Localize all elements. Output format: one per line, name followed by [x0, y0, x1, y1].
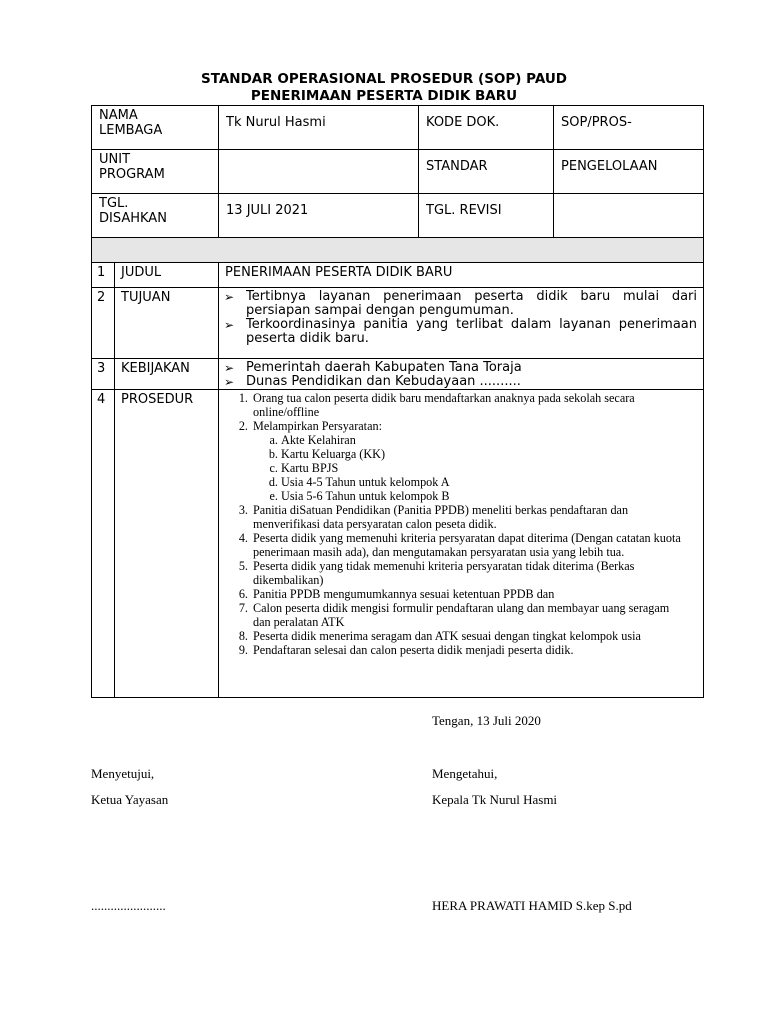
- list-item: ➢ Tertibnya layanan penerimaan peserta didik baru mulai dari persiapan sampai dengan pengumuman.: [219, 290, 697, 318]
- step-text: Melampirkan Persyaratan:: [253, 419, 382, 433]
- section-label-prosedur: PROSEDUR: [121, 392, 194, 407]
- list-item: e. Usia 5-6 Tahun untuk kelompok B: [281, 489, 689, 503]
- acknowledger-heading: Mengetahui,: [432, 766, 498, 781]
- label-standar: STANDAR: [426, 159, 488, 174]
- row-tujuan: [92, 288, 704, 359]
- section-label-kebijakan: KEBIJAKAN: [121, 361, 190, 376]
- row-number: 3: [97, 361, 106, 376]
- list-item: d. Usia 4-5 Tahun untuk kelompok A: [281, 475, 689, 489]
- requirements-list: [253, 433, 689, 503]
- label-nama-lembaga: NAMA LEMBAGA: [99, 108, 163, 138]
- value-nama-lembaga: Tk Nurul Hasmi: [226, 115, 326, 130]
- approver-name: .......................: [91, 898, 166, 913]
- value-unit-program: [219, 150, 418, 159]
- document-title: STANDAR OPERASIONAL PROSEDUR (SOP) PAUD: [200, 71, 568, 87]
- value-tgl-disahkan: 13 JULI 2021: [226, 203, 309, 218]
- section-label-judul: JUDUL: [121, 265, 162, 280]
- info-row-lembaga: [92, 106, 704, 150]
- approver-role: Ketua Yayasan: [91, 792, 169, 807]
- label-tgl-revisi: TGL. REVISI: [426, 203, 502, 218]
- section-label-tujuan: TUJUAN: [121, 290, 171, 305]
- row-number: 4: [97, 392, 106, 407]
- value-standar: PENGELOLAAN: [561, 159, 658, 174]
- info-row-unit: [92, 150, 704, 194]
- label-tgl-disahkan: TGL. DISAHKAN: [99, 196, 167, 226]
- list-item: 3. Panitia diSatuan Pendidikan (Panitia PPDB) meneliti berkas pendaftaran dan menverifikasi data persyaratan calon peseta didik.: [251, 503, 689, 531]
- row-prosedur: [92, 390, 704, 698]
- row-number: 2: [97, 290, 106, 305]
- label-kode-dok: KODE DOK.: [426, 115, 500, 130]
- list-item: 6. Panitia PPDB mengumumkannya sesuai ketentuan PPDB dan: [251, 587, 689, 601]
- list-item: a. Akte Kelahiran: [281, 433, 689, 447]
- place-date: Tengan, 13 Juli 2020: [432, 713, 541, 728]
- list-item: ➢ Terkoordinasinya panitia yang terlibat dalam layanan penerimaan peserta didik baru.: [219, 318, 697, 346]
- list-item: ➢ Dunas Pendidikan dan Kebudayaan ..........: [219, 375, 697, 389]
- list-item: 7. Calon peserta didik mengisi formulir pendaftaran ulang dan membayar uang seragam dan peralatan ATK: [251, 601, 689, 629]
- row-judul: [92, 263, 704, 288]
- sop-table: [91, 105, 704, 698]
- value-tgl-revisi: [554, 194, 703, 203]
- row-kebijakan: [92, 359, 704, 390]
- kebijakan-list: [219, 361, 697, 389]
- list-item: b. Kartu Keluarga (KK): [281, 447, 689, 461]
- list-item: ➢ Pemerintah daerah Kabupaten Tana Toraja: [219, 361, 697, 375]
- acknowledger-role: Kepala Tk Nurul Hasmi: [432, 792, 558, 807]
- list-item: c. Kartu BPJS: [281, 461, 689, 475]
- judul-text: PENERIMAAN PESERTA DIDIK BARU: [225, 265, 453, 280]
- acknowledger-name: HERA PRAWATI HAMID S.kep S.pd: [432, 898, 632, 913]
- prosedur-list: [219, 391, 689, 657]
- info-row-tanggal: [92, 194, 704, 238]
- list-item: 1. Orang tua calon peserta didik baru mendaftarkan anaknya pada sekolah secara online/offline: [251, 391, 689, 419]
- list-item: 9. Pendaftaran selesai dan calon peserta didik menjadi peserta didik.: [251, 643, 689, 657]
- separator-row: [92, 238, 704, 263]
- list-item: [251, 419, 689, 503]
- document-subtitle: PENERIMAAN PESERTA DIDIK BARU: [250, 88, 518, 104]
- approver-heading: Menyetujui,: [91, 766, 155, 781]
- row-number: 1: [97, 265, 106, 280]
- value-kode-dok: SOP/PROS-: [561, 115, 632, 130]
- list-item: 5. Peserta didik yang tidak memenuhi kriteria persyaratan tidak diterima (Berkas dikembalikan): [251, 559, 689, 587]
- list-item: 8. Peserta didik menerima seragam dan ATK sesuai dengan tingkat kelompok usia: [251, 629, 689, 643]
- label-unit-program: UNIT PROGRAM: [99, 152, 165, 182]
- tujuan-list: [219, 290, 697, 346]
- list-item: 4. Peserta didik yang memenuhi kriteria persyaratan dapat diterima (Dengan catatan kuota penerimaan masih ada), dan mengutamakan persyaratan usia yang lebih tua.: [251, 531, 689, 559]
